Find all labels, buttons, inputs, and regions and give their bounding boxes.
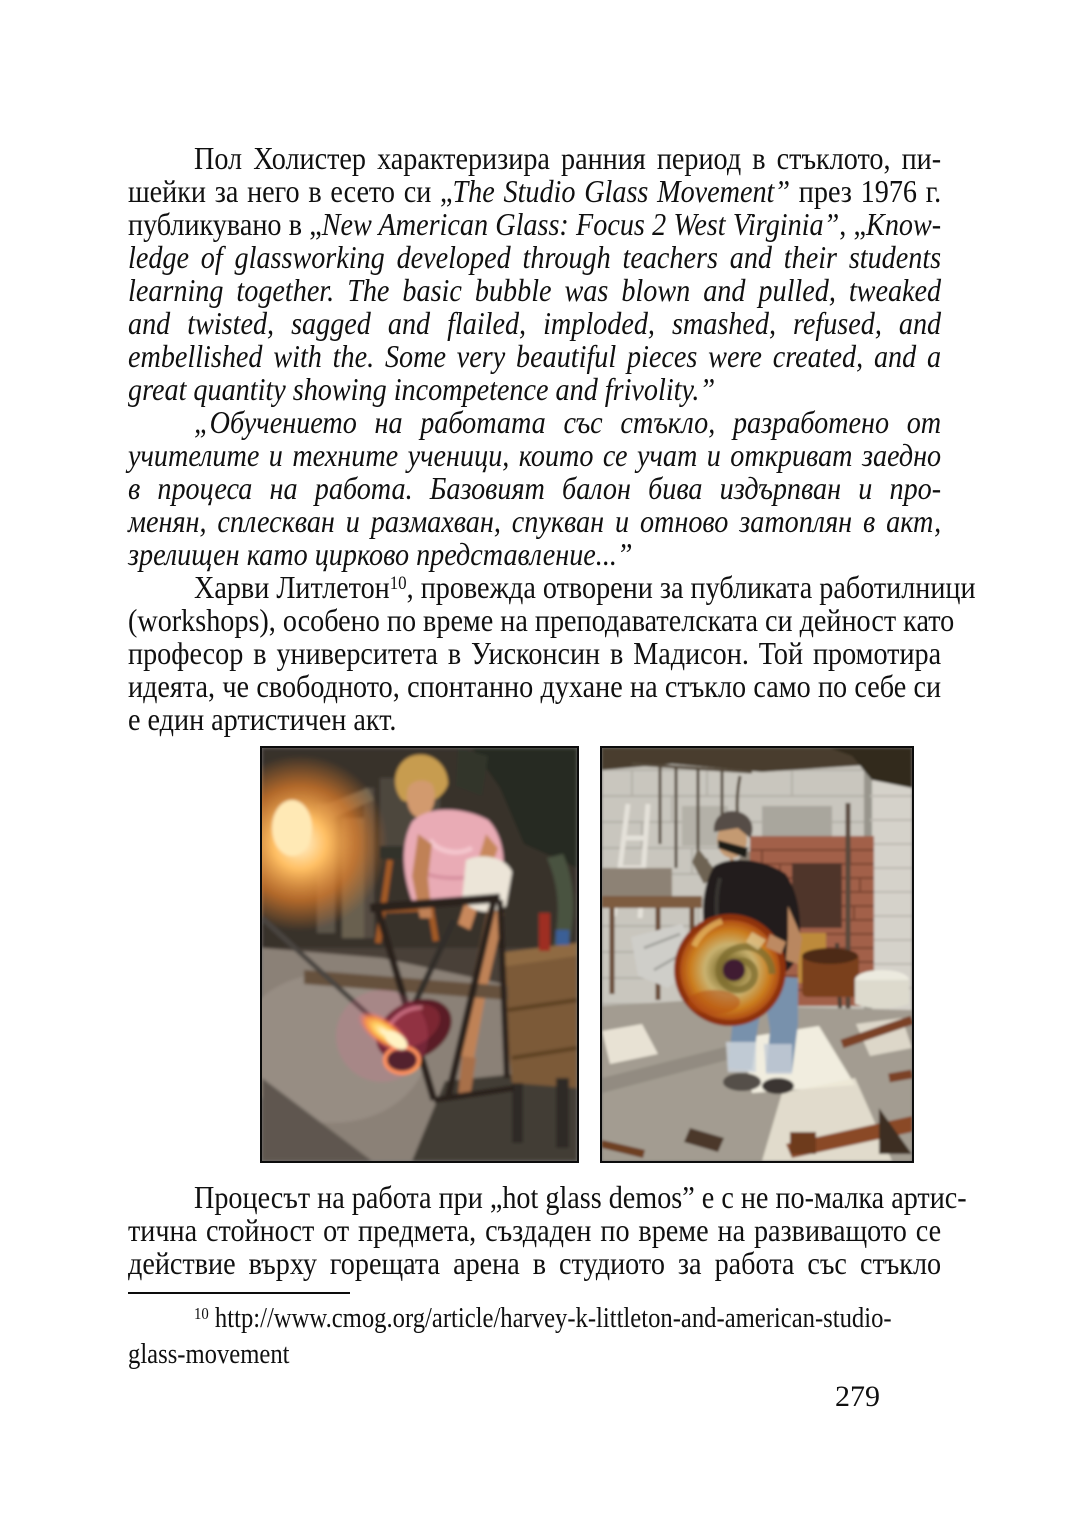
text-line	[128, 538, 941, 571]
footnote-lines	[128, 1301, 941, 1373]
text-run: Харви Литлетон	[194, 569, 390, 605]
text-line	[128, 703, 941, 736]
text-line	[128, 472, 941, 505]
text-run: учителите и техните ученици, които се учат и откриват заедно	[128, 437, 942, 473]
text-run: шейки за него в есето си „	[128, 173, 453, 209]
text-run: е един артистичен акт.	[128, 701, 397, 737]
text-run: New American Glass: Focus 2 West Virginia”	[321, 206, 840, 242]
text-run: тична стойност от предмета, създаден по време на развиващото се	[128, 1212, 942, 1248]
text-line	[128, 1179, 967, 1215]
amber-glass-disc	[677, 917, 783, 1023]
text-run: професор в университета в Уисконсин в Мадисон. Той промотира	[128, 635, 942, 671]
night-workshop-scene	[260, 748, 577, 1161]
text-run: „Обучението на работата със стъкло, разработено от	[194, 404, 942, 440]
text-run: ledge of glassworking developed through teachers and their students	[128, 239, 942, 275]
text-run: great quantity showing incompetence and frivolity.”	[128, 371, 716, 407]
footnote-line	[128, 1337, 941, 1373]
text-line	[128, 241, 941, 274]
text-line	[128, 670, 941, 703]
text-line	[128, 373, 941, 406]
paragraph	[128, 142, 941, 406]
text-line	[128, 406, 941, 439]
text-line	[128, 1214, 941, 1247]
man-holding-amber-glass-disc-photo	[600, 746, 914, 1163]
text-line	[128, 307, 941, 340]
footnote-marker: 10	[194, 1304, 209, 1324]
text-run: embellished with the. Some very beautiful pieces were created, and a	[128, 338, 942, 374]
paragraph	[128, 406, 941, 571]
body-text-bottom	[128, 1179, 967, 1281]
text-line	[128, 340, 941, 373]
footnote-reference: 10	[389, 573, 407, 595]
footnote-line	[128, 1301, 941, 1337]
text-run: Пол Холистер характеризира ранния период в стъклото, пи-	[194, 140, 942, 176]
text-run: действие върху горещата арена в студиото за работа със стъкло	[128, 1245, 942, 1281]
daylight-workshop-scene	[602, 748, 912, 1161]
text-run: Know-	[866, 206, 942, 242]
text-line	[128, 637, 941, 670]
text-line	[128, 274, 941, 307]
text-run: през 1976 г.	[790, 173, 942, 209]
text-run: The Studio Glass Movement”	[452, 173, 791, 209]
footnote-separator	[128, 1292, 350, 1294]
text-run: learning together. The basic bubble was blown and pulled, tweaked	[128, 272, 942, 308]
text-line	[128, 602, 955, 638]
page-number: 279	[835, 1380, 880, 1413]
text-line	[128, 439, 941, 472]
footnote-url-part-2: glass-movement	[128, 1339, 290, 1370]
woman-shaping-glowing-glass-photo	[260, 746, 579, 1163]
text-run: (workshops), особено по време на преподавателската си дейност като	[128, 602, 955, 638]
text-run: Процесът на работа при „hot glass demos” е с не по-малка артис-	[194, 1179, 967, 1215]
footnote	[128, 1292, 948, 1373]
text-run: , провежда отворени за публиката работилници	[406, 569, 976, 605]
footnote-url-part-1: http://www.cmog.org/article/harvey-k-littleton-and-american-studio-	[214, 1303, 892, 1334]
text-line	[128, 569, 976, 605]
workbench	[602, 896, 702, 908]
paragraph	[128, 1179, 967, 1281]
body-text-top	[128, 140, 976, 737]
photo-row	[260, 746, 914, 1163]
text-run: and twisted, sagged and flailed, imploded, smashed, refused, and	[128, 305, 942, 341]
text-run: зрелищен като цирково представление...”	[128, 536, 633, 572]
text-line	[128, 142, 941, 175]
text-run: идеята, че свободното, спонтанно духане на стъкло само по себе си	[128, 668, 942, 704]
text-run: , „	[839, 206, 867, 242]
text-run: в процеса на работа. Базовият балон бива издърпван и про-	[128, 470, 942, 506]
text-line	[128, 208, 941, 241]
text-line	[128, 505, 941, 538]
text-line	[128, 175, 941, 208]
paragraph	[128, 569, 976, 737]
text-line	[128, 1247, 941, 1280]
text-run: публикувано в „	[128, 206, 322, 242]
text-run: менян, сплескван и размахван, спукван и отново затоплян в акт,	[128, 503, 942, 539]
